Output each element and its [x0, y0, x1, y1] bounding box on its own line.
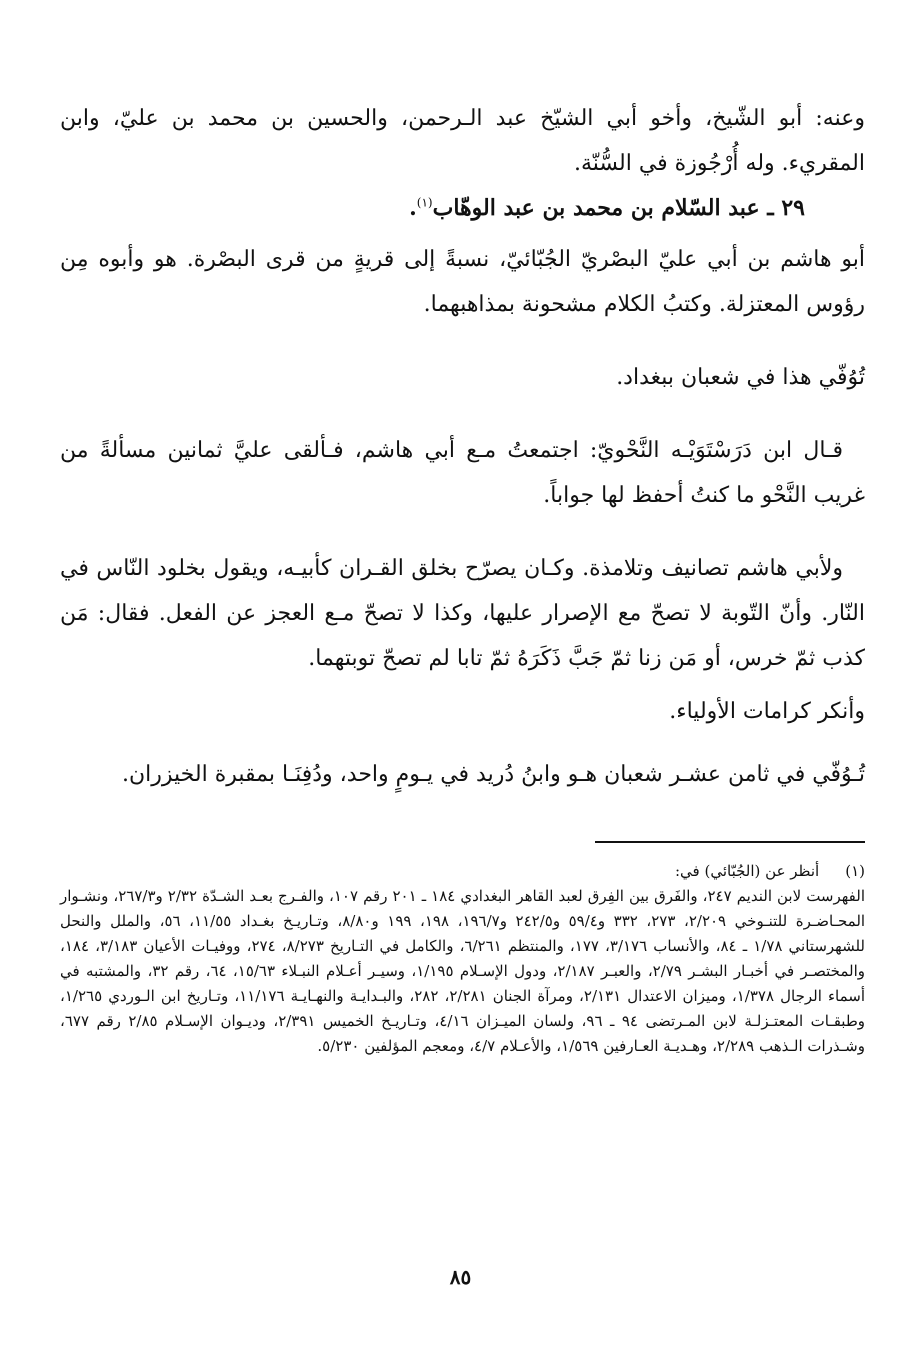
paragraph-5: ولأبي هاشم تصانيف وتلامذة. وكـان يصرّح بخلق القـران كأبيـه، ويقول بخلود النّاس في النّار. وأنّ التّوبة لا تصحّ مع الإصرار عليها، وكذا لا تصحّ مـع العجز عن الفعل. فقال: مَن كذب ثمّ خرس، أو مَن زنا ثمّ جَبَّ ذَكَرَهُ ثمّ تابا لم تصحّ توبتهما. — [60, 556, 865, 671]
paragraph-2: أبو هاشم بن أبي عليّ البصْريّ الجُبّائيّ، نسبةً إلى قريةٍ من قرى البصْرة. هو وأبوه مِن رؤوس المعتزلة. وكتبُ الكلام مشحونة بمذاهبهما. — [60, 247, 865, 317]
paragraph-1: وعنه: أبو الشّيخ، وأخو أبي الشيّخ عبد الـرحمن، والحسين بن محمد بن عليّ، وابن المقريء. وله أُرْجُوزة في السُّنّة. — [60, 106, 865, 176]
paragraph-4: قـال ابن دَرَسْتَوَيْـه النَّحْويّ: اجتمعتُ مـع أبي هاشم، فـألقى عليَّ ثمانين مسألةً من غريب النَّحْو ما كنتُ أحفظ لها جواباً. — [60, 438, 865, 508]
entry-heading-end: . — [409, 195, 417, 221]
entry-name: عبد السّلام بن محمد بن عبد الوهّاب — [432, 195, 760, 221]
entry-number: ٢٩ ـ — [767, 195, 805, 221]
paragraph-6: وأنكر كرامات الأولياء. — [669, 699, 865, 724]
footnotes — [60, 859, 865, 1059]
paragraph-3: تُوُفّي هذا في شعبان ببغداد. — [616, 365, 865, 390]
footnote-header — [60, 859, 865, 884]
main-text — [60, 96, 865, 797]
page-number: ٨٥ — [449, 1265, 472, 1289]
footnote-separator — [595, 841, 865, 843]
footnote-ref: (١) — [416, 195, 433, 210]
footnote-marker: (١) — [845, 862, 865, 880]
entry-heading — [60, 186, 865, 231]
footnote-body: الفهرست لابن النديم ٢٤٧، والفَرق بين الفِرق لعبد القاهر البغدادي ١٨٤ ـ ٢٠١ رقم ١٠٧، والفـرج بعـد الشـدّة ٢/٣٢ و٢٦٧/٣، ونشـوار المحـاضـرة للتنـوخي ٢/٢٠٩، ٢٧٣، ٣٣٢ و٥٩/٤ و٢٤٢/٥ و١٩٦/٧، ١٩٨، ١٩٩ و٨/٨٠، وتـاريـخ بغـداد ١١/٥٥، ٥٦، والملل والنحل للشهرستاني ١/٧٨ ـ ٨٤، والأنساب ٣/١٧٦، ١٧٧، والمنتظم ٦/٢٦١، والكامل في التـاريخ ٨/٢٧٣، ٢٧٤، ووفيـات الأعيان ٣/١٨٣، ١٨٤، والمختصـر في أخبـار البشـر ٢/٧٩، والعبـر ٢/١٨٧، ودول الإسـلام ١/١٩٥، وسيـر أعـلام النبـلاء ١٥/٦٣، ٦٤، رقم ٣٢، والمشتبه في أسماء الرجال ١/٣٧٨، وميزان الاعتدال ٢/١٣١، ومرآة الجنان ٢/٢٨١، ٢٨٢، والبـدايـة والنهـايـة ١١/١٧٦، وتـاريخ ابن الـوردي ١/٢٦٥، وطبقـات المعتـزلـة لابن المـرتضى ٩٤ ـ ٩٦، ولسان الميـزان ٤/١٦، وتـاريـخ الخميس ٢/٣٩١، وديـوان الإسـلام ٢/٨٥ رقم ٦٧٧، وشـذرات الـذهب ٢/٢٨٩، وهـديـة العـارفين ١/٥٦٩، والأعـلام ٤/٧، ومعجم المؤلفين ٥/٢٣٠. — [60, 887, 866, 1055]
paragraph-7: تُـوُفّي في ثامن عشـر شعبان هـو وابنُ دُريد في يـومٍ واحد، ودُفِنَـا بمقبرة الخيزران. — [122, 762, 865, 787]
footnote-intro: أنظر عن (الجُبّائي) في: — [674, 862, 820, 880]
